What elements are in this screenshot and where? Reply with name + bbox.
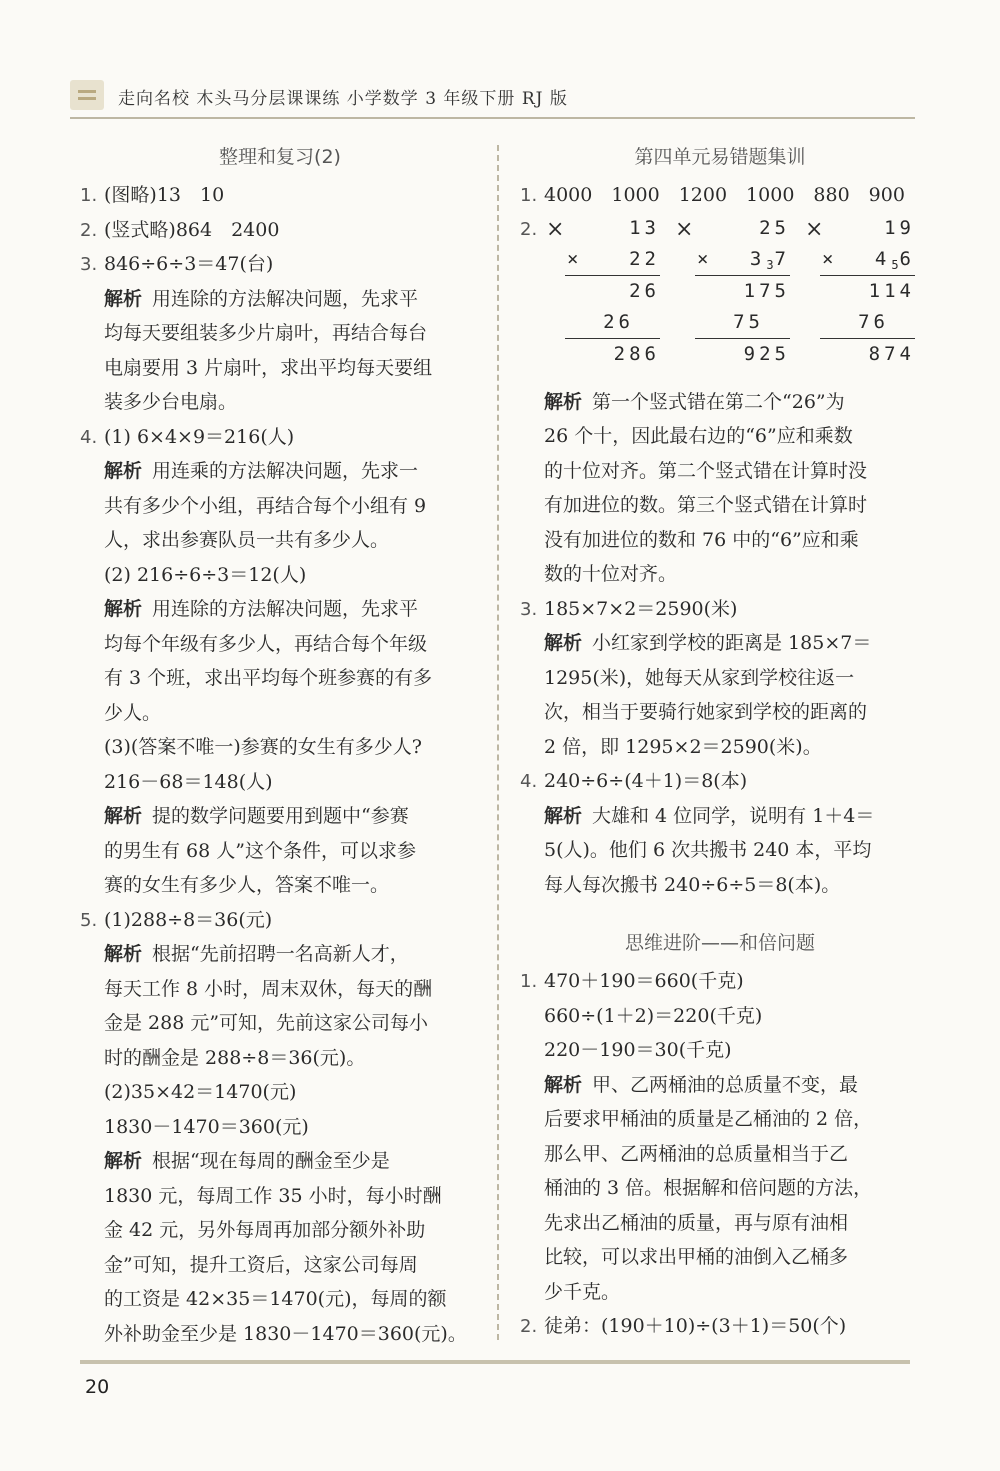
- partial-product: 26: [603, 310, 634, 333]
- answer-line: [520, 868, 920, 903]
- answer-line: [80, 1213, 480, 1248]
- question-number: 3.: [80, 254, 98, 275]
- answer-line: [80, 1075, 480, 1110]
- vertical-row: [695, 339, 790, 370]
- vertical-calculations: [520, 213, 920, 385]
- answer-text: 少人。: [104, 701, 162, 724]
- multiplier: 4: [874, 247, 891, 270]
- answer-line: [80, 1317, 480, 1352]
- answer-line: [80, 765, 480, 800]
- analysis-line: [80, 454, 480, 489]
- vertical-multiplication: [565, 213, 660, 370]
- vertical-row: [565, 276, 660, 307]
- answer-text: 2 倍，即 1295×2＝2590(米)。: [544, 735, 822, 758]
- answer-line: [520, 1240, 920, 1275]
- partial-product: 75: [733, 310, 764, 333]
- answer-line: [520, 730, 920, 765]
- answer-line: [520, 764, 920, 799]
- multiply-sign-icon: ×: [822, 247, 834, 270]
- analysis-line: [80, 282, 480, 317]
- question-number: 5.: [80, 909, 98, 931]
- analysis-label: 解析: [104, 598, 143, 620]
- answer-text: 216－68＝148(人): [104, 770, 273, 793]
- question-number: 4.: [80, 426, 98, 448]
- answer-line: [80, 696, 480, 731]
- multiplicand: 25: [759, 216, 790, 239]
- answer-line: [80, 1179, 480, 1214]
- answer-text: 每天工作 8 小时，周末双休，每天的酬: [104, 977, 433, 1000]
- wrong-mark-icon: ×: [546, 216, 565, 242]
- answer-line: [520, 695, 920, 730]
- answer-line: [80, 420, 480, 455]
- answer-text: (2) 216÷6÷3＝12(人): [104, 563, 307, 586]
- answer-line: [80, 903, 480, 938]
- vertical-row: [695, 244, 790, 276]
- answer-text: 1830 元，每周工作 35 小时，每小时酬: [104, 1184, 442, 1207]
- analysis-label: 解析: [104, 1150, 143, 1172]
- multiply-sign-icon: ×: [697, 247, 709, 270]
- answer-text: 根据“现在每周的酬金至少是: [152, 1150, 390, 1172]
- multiply-sign-icon: ×: [567, 247, 579, 270]
- answer-line: [80, 868, 480, 903]
- analysis-label: 解析: [104, 805, 143, 827]
- question-number: 1.: [520, 185, 538, 206]
- answer-line: [520, 1171, 920, 1206]
- answer-text: 时的酬金是 288÷8＝36(元)。: [104, 1046, 366, 1069]
- answer-text: 用连除的方法解决问题，先求平: [152, 598, 419, 620]
- answer-line: [80, 834, 480, 869]
- question-number: 2.: [520, 218, 538, 240]
- header-rule: [70, 117, 915, 119]
- answer-line: [520, 557, 920, 592]
- answer-line: [80, 1282, 480, 1317]
- answer-line: [80, 178, 480, 213]
- wrong-mark-icon: ×: [675, 216, 694, 242]
- answer-text: 5(人)。他们 6 次共搬书 240 本，平均: [544, 839, 872, 861]
- answer-text: (图略)13 10: [104, 184, 225, 206]
- product-result: 925: [743, 342, 790, 365]
- answer-text: 桶油的 3 倍。根据解和倍问题的方法，: [544, 1177, 873, 1199]
- right-answer-list-2: [520, 964, 920, 1344]
- book-logo-icon: [70, 80, 104, 110]
- answer-line: [80, 1248, 480, 1283]
- partial-product: 175: [743, 279, 790, 302]
- answer-line: [520, 523, 920, 558]
- answer-text: 660÷(1＋2)＝220(千克): [544, 1004, 763, 1027]
- carry-digit: 3: [766, 257, 774, 272]
- answer-text: 846÷6÷3＝47(台): [104, 253, 274, 275]
- answer-text: 共有多少个小组，再结合每个小组有 9: [104, 494, 427, 517]
- partial-product: 26: [629, 279, 660, 302]
- answer-text: (2)35×42＝1470(元): [104, 1081, 297, 1103]
- column-divider: [497, 145, 499, 1340]
- vertical-row: [565, 244, 660, 276]
- section-title-sum-multiple: 思维进阶——和倍问题: [624, 932, 815, 954]
- right-column: [520, 140, 920, 1344]
- answer-line: [80, 1041, 480, 1076]
- answer-text: 外补助金至少是 1830－1470＝360(元)。: [104, 1322, 467, 1345]
- answer-line: [80, 351, 480, 386]
- answer-text: 人，求出参赛队员一共有多少人。: [104, 529, 390, 551]
- analysis-line: [520, 1068, 920, 1103]
- analysis-label: 解析: [104, 287, 143, 310]
- vertical-row: [695, 213, 790, 244]
- answer-line: [520, 833, 920, 868]
- answer-line: [520, 661, 920, 696]
- answer-line: [520, 178, 920, 213]
- product-result: 286: [613, 342, 660, 365]
- multiplier: 6: [899, 247, 915, 270]
- answer-text: 1295(米)，她每天从家到学校往返一: [544, 666, 855, 689]
- answer-line: [80, 730, 480, 765]
- question-number: 1.: [80, 185, 98, 206]
- analysis-line: [520, 626, 920, 661]
- question-number: 2.: [520, 1316, 538, 1337]
- answer-line: [520, 999, 920, 1034]
- multiplier: 22: [629, 247, 660, 270]
- answer-text: 徒弟：(190＋10)÷(3＋1)＝50(个): [544, 1315, 847, 1337]
- question-number: 1.: [520, 971, 538, 992]
- answer-text: 装多少台电扇。: [104, 391, 238, 413]
- analysis-label: 解析: [104, 943, 143, 965]
- answer-text: 少千克。: [544, 1280, 621, 1303]
- answer-text: 240÷6÷(4＋1)＝8(本): [544, 770, 748, 792]
- section-title-review: 整理和复习(2): [219, 146, 341, 168]
- product-result: 874: [868, 342, 915, 365]
- answer-text: 小红家到学校的距离是 185×7＝: [592, 632, 872, 654]
- answer-line: [520, 1137, 920, 1172]
- answer-line: [80, 213, 480, 248]
- answer-line: [520, 488, 920, 523]
- answer-text: 有 3 个班，求出平均每个班参赛的有多: [104, 667, 433, 689]
- answer-text: (1)288÷8＝36(元): [104, 908, 273, 931]
- answer-text: (3)(答案不唯一)参赛的女生有多少人?: [104, 736, 422, 758]
- answer-text: 220－190＝30(千克): [544, 1039, 732, 1061]
- right-answer-list: [520, 385, 920, 903]
- answer-line: [520, 592, 920, 627]
- answer-text: 有加进位的数。第三个竖式错在计算时: [544, 494, 868, 516]
- answer-line: [520, 1309, 920, 1344]
- vertical-row: [565, 339, 660, 370]
- analysis-line: [80, 1144, 480, 1179]
- answer-line: [80, 489, 480, 524]
- answer-text: (1) 6×4×9＝216(人): [104, 425, 295, 448]
- answer-text: 没有加进位的数和 76 中的“6”应和乘: [544, 528, 859, 551]
- answer-text: 根据“先前招聘一名高新人才，: [152, 943, 409, 965]
- analysis-line: [520, 799, 920, 834]
- answer-line: [80, 661, 480, 696]
- answer-line: [80, 627, 480, 662]
- answer-line: [80, 247, 480, 282]
- answer-line: [80, 972, 480, 1007]
- answer-text: 次，相当于要骑行她家到学校的距离的: [544, 701, 868, 723]
- wrong-mark-icon: ×: [805, 216, 824, 242]
- vertical-multiplication: [695, 213, 790, 370]
- vertical-row: [820, 339, 915, 370]
- answer-text: 470＋190＝660(千克): [544, 970, 744, 992]
- multiplier: 3: [749, 247, 766, 270]
- answer-text: 185×7×2＝2590(米): [544, 597, 738, 620]
- analysis-label: 解析: [544, 632, 583, 654]
- answer-text: 用连乘的方法解决问题，先求一: [152, 460, 419, 482]
- vertical-row: [565, 307, 660, 339]
- answer-text: 每人每次搬书 240÷6÷5＝8(本)。: [544, 873, 841, 896]
- analysis-line: [80, 592, 480, 627]
- answer-text: 大雄和 4 位同学，说明有 1＋4＝: [592, 804, 875, 827]
- answer-text: 均每个年级有多少人，再结合每个年级: [104, 632, 428, 655]
- analysis-label: 解析: [104, 460, 143, 482]
- answer-line: [520, 1206, 920, 1241]
- answer-line: [520, 1275, 920, 1310]
- question-number: 2.: [80, 219, 98, 241]
- answer-line: [80, 316, 480, 351]
- partial-product: 114: [868, 279, 915, 302]
- carry-digit: 5: [891, 257, 899, 272]
- analysis-line: [80, 937, 480, 972]
- footer-rule: [80, 1360, 910, 1364]
- analysis-label: 解析: [544, 804, 583, 827]
- page-number: 20: [85, 1376, 110, 1398]
- answer-text: 数的十位对齐。: [544, 563, 678, 585]
- answer-text: 的男生有 68 人”这个条件，可以求参: [104, 839, 416, 862]
- question-number: 4.: [520, 771, 538, 792]
- multiplicand: 19: [884, 216, 915, 239]
- answer-text: 赛的女生有多少人，答案不唯一。: [104, 874, 390, 896]
- answer-text: 1830－1470＝360(元): [104, 1115, 309, 1138]
- answer-text: 后要求甲桶油的质量是乙桶油的 2 倍，: [544, 1108, 873, 1130]
- answer-text: 甲、乙两桶油的总质量不变，最: [592, 1073, 859, 1096]
- answer-text: (竖式略)864 2400: [104, 218, 280, 241]
- analysis-line: [520, 385, 920, 420]
- answer-text: 那么甲、乙两桶油的总质量相当于乙: [544, 1142, 849, 1165]
- vertical-row: [820, 307, 915, 339]
- answer-text: 第一个竖式错在第二个“26”为: [592, 390, 845, 413]
- partial-product: 76: [858, 310, 889, 333]
- answer-text: 金是 288 元”可知，先前这家公司每小: [104, 1012, 429, 1034]
- multiplicand: 13: [629, 216, 660, 239]
- answer-text: 均每天要组装多少片扇叶，再结合每台: [104, 322, 428, 344]
- answer-line: [520, 1033, 920, 1068]
- answer-text: 的十位对齐。第二个竖式错在计算时没: [544, 459, 868, 482]
- answer-line: [520, 454, 920, 489]
- answer-line: [80, 1110, 480, 1145]
- answer-text: 4000 1000 1200 1000 880 900: [544, 184, 905, 206]
- question-number: 3.: [520, 598, 538, 620]
- answer-line: [80, 385, 480, 420]
- answer-line: [80, 1006, 480, 1041]
- multiplier: 7: [774, 247, 790, 270]
- vertical-multiplication: [820, 213, 915, 370]
- vertical-row: [695, 307, 790, 339]
- page-header: [70, 74, 915, 120]
- vertical-row: [820, 213, 915, 244]
- vertical-row: [565, 213, 660, 244]
- header-title: 走向名校 木头马分层课课练 小学数学 3 年级下册 RJ 版: [118, 89, 568, 109]
- analysis-label: 解析: [544, 390, 583, 413]
- answer-text: 26 个十，因此最右边的“6”应和乘数: [544, 425, 853, 447]
- answer-text: 用连除的方法解决问题，先求平: [152, 287, 419, 310]
- left-column: [80, 140, 480, 1351]
- answer-text: 先求出乙桶油的质量，再与原有油相: [544, 1211, 849, 1234]
- left-answer-list: [80, 178, 480, 1351]
- answer-line: [80, 523, 480, 558]
- answer-text: 提的数学问题要用到题中“参赛: [152, 805, 409, 827]
- answer-line: [520, 419, 920, 454]
- vertical-row: [695, 276, 790, 307]
- answer-text: 金”可知，提升工资后，这家公司每周: [104, 1253, 418, 1276]
- answer-line: [520, 964, 920, 999]
- answer-text: 的工资是 42×35＝1470(元)，每周的额: [104, 1288, 447, 1310]
- answer-text: 比较，可以求出甲桶的油倒入乙桶多: [544, 1246, 849, 1268]
- vertical-row: [820, 276, 915, 307]
- answer-text: 金 42 元，另外每周再加部分额外补助: [104, 1219, 426, 1241]
- answer-line: [80, 558, 480, 593]
- analysis-label: 解析: [544, 1073, 583, 1096]
- answer-line: [520, 1102, 920, 1137]
- vertical-row: [820, 244, 915, 276]
- analysis-line: [80, 799, 480, 834]
- answer-text: 电扇要用 3 片扇叶，求出平均每天要组: [104, 356, 433, 379]
- section-title-unit4: 第四单元易错题集训: [634, 146, 806, 168]
